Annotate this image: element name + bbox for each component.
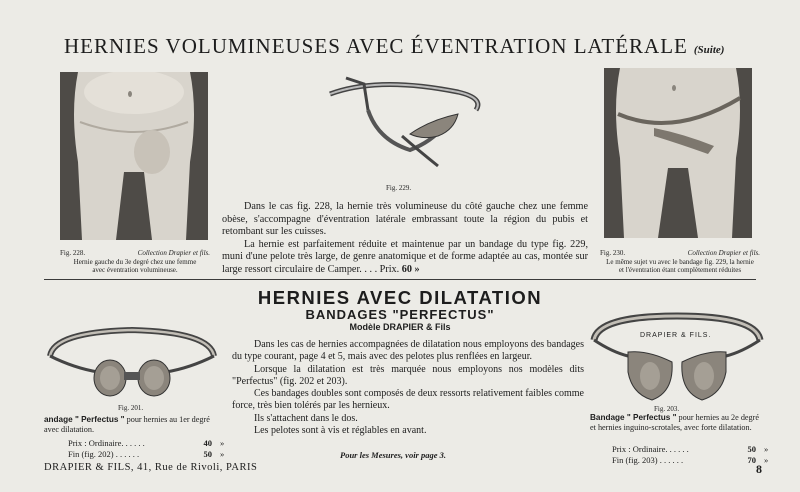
fig-229-label: Fig. 229.	[386, 184, 412, 192]
fig-203-label: Fig. 203.	[654, 405, 680, 413]
fig-230-line2: et l'éventration étant complètement réduites	[618, 266, 742, 274]
right-product-desc	[590, 413, 766, 433]
fig-203-engraving: DRAPIER & FILS.	[640, 332, 712, 339]
right-product-rest: pour hernies au 2e degré et hernies inguino-scrotales, avec forte dilatation.	[590, 413, 760, 432]
section-subtitle: BANDAGES "PERFECTUS"	[305, 307, 495, 322]
title-text: HERNIES VOLUMINEUSES AVEC ÉVENTRATION LATÉRALE	[64, 34, 688, 58]
middle-description	[232, 339, 584, 437]
fig-230-caption	[600, 249, 760, 275]
price-currency: »	[764, 444, 769, 454]
section-title: HERNIES AVEC DILATATION	[257, 287, 543, 308]
fig-228-caption	[60, 249, 210, 275]
fig-228-collection: Collection Drapier et fils.	[137, 249, 210, 257]
top-description	[222, 201, 588, 277]
fig-228-label: Fig. 228.	[60, 249, 86, 257]
left-product-rest: pour hernies au 1er degré avec dilatation.	[44, 415, 210, 434]
price-label: Fin (fig. 202) . . . . . .	[68, 448, 140, 459]
right-product-name: Bandage " Perfectus "	[590, 413, 677, 422]
fig-228-line2: avec éventration volumineuse.	[92, 266, 178, 274]
right-price-table	[612, 444, 768, 465]
publisher-address: DRAPIER & FILS, 41, Rue de Rivoli, PARIS	[44, 462, 258, 473]
section-model: Modèle DRAPIER & Fils	[349, 322, 451, 332]
fig-230-photo	[604, 68, 752, 238]
price-row	[612, 444, 768, 455]
price-value: 70	[747, 454, 756, 465]
measures-note: Pour les Mesures, voir page 3.	[340, 450, 447, 460]
title-suite: (Suite)	[693, 44, 725, 56]
top-price-value: 60 »	[401, 263, 420, 275]
middle-para-3: Ces bandages doubles sont composés de deux ressorts relativement faibles comme force, très bien tolérés par les hernieux.	[232, 388, 584, 412]
price-value: 40	[203, 438, 212, 448]
fig-228-line1: Hernie gauche du 3e degré chez une femme	[73, 257, 197, 266]
page-title	[64, 34, 764, 59]
price-label: Fin (fig. 203) . . . . . .	[612, 454, 684, 465]
price-currency: »	[220, 448, 225, 459]
fig-228-photo	[60, 72, 208, 240]
middle-para-1: Dans les cas de hernies accompagnées de dilatation nous employons des bandages du type courant, page 4 et 5, mais avec des pelotes plus renflées en largeur.	[232, 339, 584, 363]
middle-para-5: Les pelotes sont à vis et réglables en avant.	[254, 425, 427, 437]
fig-230-label: Fig. 230.	[600, 249, 626, 257]
fig-229-illustration	[318, 70, 490, 182]
top-para-1: Dans le cas fig. 228, la hernie très volumineuse du côté gauche chez une femme obèse, s'accompagne d'éventration latérale embrassant toute la région du pubis et retombant sur les cuisses.	[222, 201, 588, 238]
top-para-2	[222, 239, 588, 277]
left-product-desc	[44, 415, 220, 435]
left-product-name: andage " Perfectus "	[44, 415, 125, 424]
fig-201-label: Fig. 201.	[118, 404, 144, 412]
top-para-2-text: La hernie est parfaitement réduite et maintenue par un bandage du type fig. 229, muni d'une pelote très large, de genre anatomique et de forme adaptée au cas, montée sur large ressort circulaire de Camper.	[222, 238, 588, 275]
fig-230-collection: Collection Drapier et fils.	[687, 249, 760, 257]
top-price-prefix: . . . Prix.	[364, 263, 400, 275]
price-label: Prix : Ordinaire. . . . . .	[612, 444, 689, 454]
middle-para-4: Ils s'attachent dans le dos.	[254, 412, 358, 424]
page-number: 8	[756, 462, 762, 476]
price-label: Prix : Ordinaire. . . . . .	[68, 438, 145, 448]
price-row	[68, 438, 224, 449]
price-value: 50	[747, 444, 756, 454]
section-divider	[44, 279, 756, 280]
price-currency: »	[764, 454, 769, 465]
price-currency: »	[220, 438, 225, 448]
fig-230-line1: Le même sujet vu avec le bandage fig. 229, la hernie	[606, 257, 754, 266]
middle-para-2: Lorsque la dilatation est très marquée nous employons nos modèles dits "Perfectus" (fig. 202 et 203).	[232, 363, 584, 387]
fig-201-illustration	[44, 324, 220, 400]
price-row	[68, 449, 224, 460]
price-value: 50	[203, 448, 212, 459]
price-row	[612, 455, 768, 466]
fig-203-illustration	[588, 312, 766, 404]
left-price-table	[68, 438, 224, 459]
